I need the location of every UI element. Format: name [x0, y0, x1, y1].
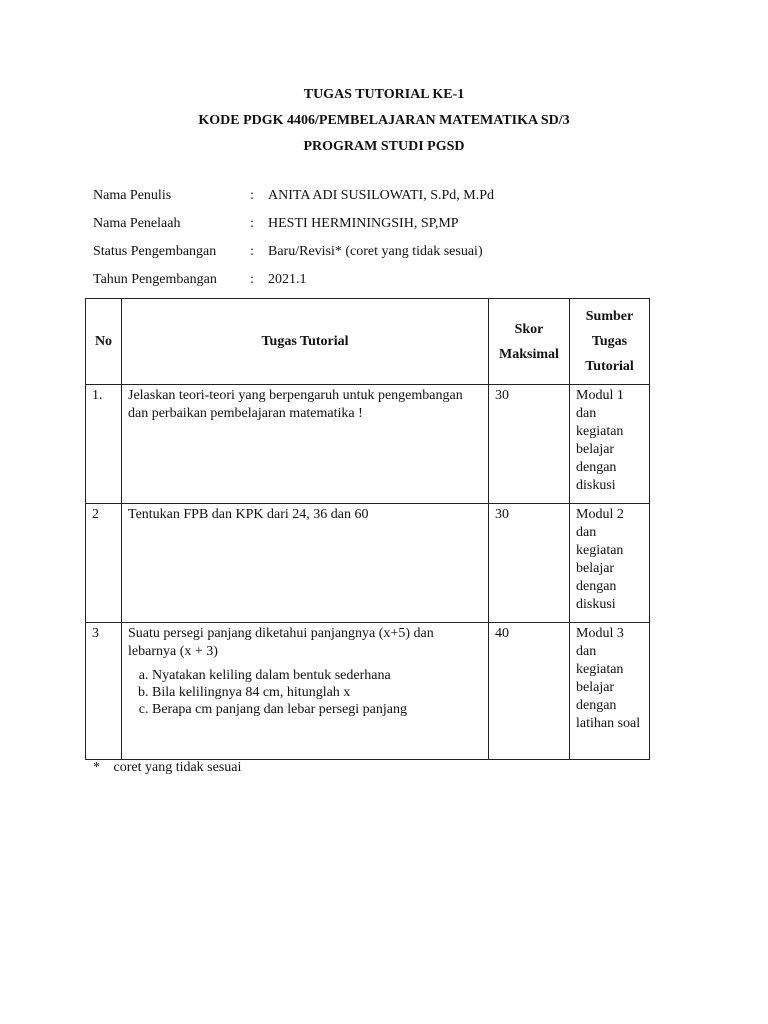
table-row	[86, 504, 650, 623]
meta-colon: :	[250, 188, 254, 203]
task-subitem: c. Berapa cm panjang dan lebar persegi panjang	[152, 701, 482, 718]
header-source-line-3: Tutorial	[585, 359, 634, 374]
table-row	[86, 385, 650, 504]
task-subitem: b. Bila kelilingnya 84 cm, hitunglah x	[152, 684, 482, 701]
meta-colon: :	[250, 216, 254, 231]
row-score: 40	[489, 623, 570, 760]
table-header-row	[86, 299, 650, 385]
doc-title-line-2: KODE PDGK 4406/PEMBELAJARAN MATEMATIKA SD/3	[198, 113, 570, 128]
row-task: Tentukan FPB dan KPK dari 24, 36 dan 60	[122, 504, 489, 623]
header-no: No	[86, 299, 122, 385]
footnote	[93, 760, 241, 776]
meta-colon: :	[250, 244, 254, 259]
header-source-line-1: Sumber	[585, 309, 634, 324]
row-source: Modul 3 dan kegiatan belajar dengan latihan soal	[570, 623, 650, 760]
row-task-text: Suatu persegi panjang diketahui panjangnya (x+5) dan lebarnya (x + 3)	[128, 626, 434, 659]
meta-value: HESTI HERMININGSIH, SP,MP	[268, 216, 459, 231]
row-task: Jelaskan teori-teori yang berpengaruh untuk pengembangan dan perbaikan pembelajaran matematika !	[122, 385, 489, 504]
meta-key: Status Pengembangan	[93, 244, 217, 259]
row-source: Modul 1 dan kegiatan belajar dengan diskusi	[570, 385, 650, 504]
row-score: 30	[489, 504, 570, 623]
header-score-line-1: Skor	[514, 321, 544, 337]
footnote-mark: *	[93, 760, 100, 775]
table-row	[86, 623, 650, 760]
header-score-line-2: Maksimal	[499, 346, 559, 362]
footnote-text: coret yang tidak sesuai	[113, 760, 242, 775]
meta-value: Baru/Revisi* (coret yang tidak sesuai)	[268, 244, 483, 259]
task-table	[85, 298, 650, 760]
row-no: 1.	[86, 385, 122, 504]
task-subitem: a. Nyatakan keliling dalam bentuk sederhana	[152, 667, 482, 684]
header-task: Tugas Tutorial	[122, 299, 489, 385]
row-no: 2	[86, 504, 122, 623]
header-score	[489, 299, 570, 385]
doc-title-line-1: TUGAS TUTORIAL KE-1	[303, 87, 465, 102]
task-subitems	[128, 667, 482, 718]
row-score: 30	[489, 385, 570, 504]
header-source	[570, 299, 650, 385]
meta-colon: :	[250, 272, 254, 287]
meta-key: Nama Penelaah	[93, 216, 181, 231]
meta-key: Tahun Pengembangan	[93, 272, 217, 287]
meta-value: 2021.1	[268, 272, 307, 287]
meta-key: Nama Penulis	[93, 188, 172, 203]
row-no: 3	[86, 623, 122, 760]
header-source-line-2: Tugas	[591, 334, 628, 349]
doc-title-line-3: PROGRAM STUDI PGSD	[303, 139, 465, 154]
row-source: Modul 2 dan kegiatan belajar dengan diskusi	[570, 504, 650, 623]
row-task	[122, 623, 489, 760]
meta-value: ANITA ADI SUSILOWATI, S.Pd, M.Pd	[268, 188, 495, 203]
